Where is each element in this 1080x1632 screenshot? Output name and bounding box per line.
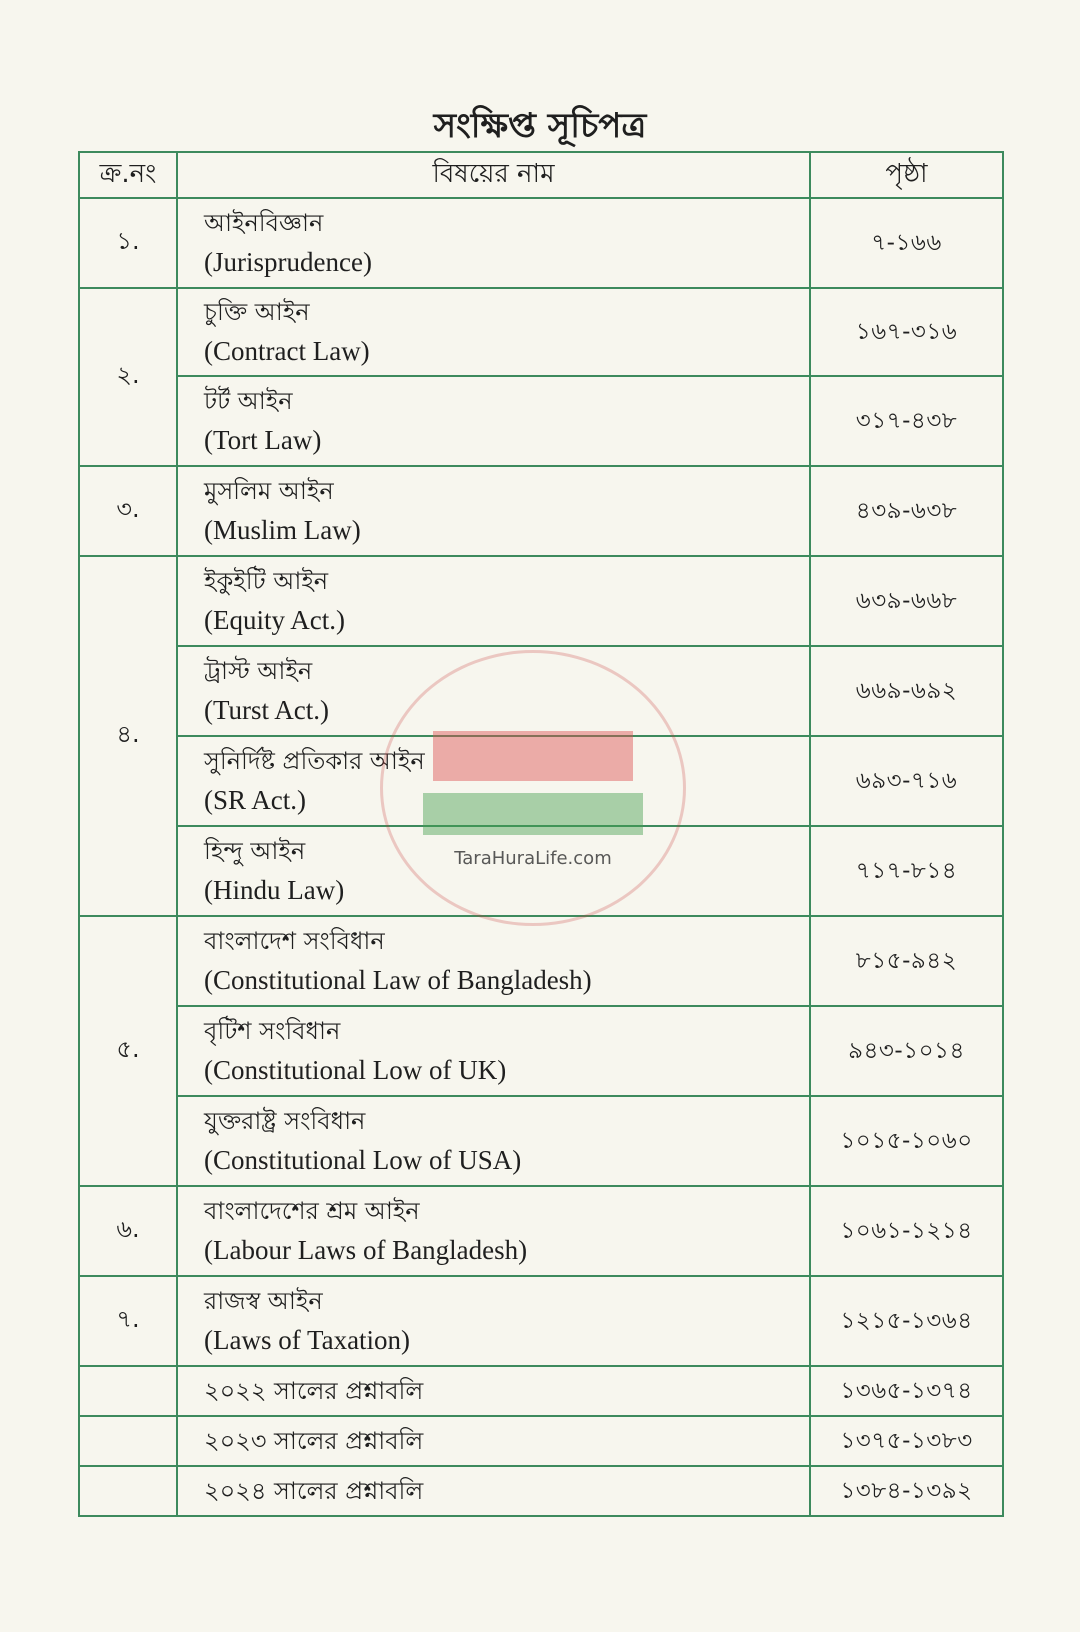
subject-bn: রাজস্ব আইন (204, 1287, 323, 1315)
page-range: ৬৩৯-৬৬৮ (810, 556, 1003, 646)
subject-en: (Labour Laws of Bangladesh) (204, 1235, 528, 1265)
subject-bn: বাংলাদেশ সংবিধান (204, 927, 385, 955)
page-range: ৮১৫-৯৪২ (810, 916, 1003, 1006)
page-range: ৬৬৯-৬৯২ (810, 646, 1003, 736)
subject-cell (177, 466, 810, 556)
subject-cell (177, 826, 810, 916)
table-row (79, 646, 1003, 736)
table-row (79, 466, 1003, 556)
serial-cell: ৬. (79, 1186, 177, 1276)
subject-bn: ইকুইটি আইন (204, 567, 329, 595)
header-subject: বিষয়ের নাম (177, 152, 810, 198)
subject-cell (177, 1276, 810, 1366)
subject-bn: ২০২২ সালের প্রশ্নাবলি (204, 1377, 424, 1405)
subject-bn: হিন্দু আইন (204, 837, 306, 865)
subject-cell (177, 1466, 810, 1516)
serial-cell: ১. (79, 198, 177, 288)
page-range: ১৬৭-৩১৬ (810, 288, 1003, 376)
table-row (79, 736, 1003, 826)
subject-cell (177, 1416, 810, 1466)
page-title: সংক্ষিপ্ত সূচিপত্র (433, 106, 647, 146)
page-range: ৪৩৯-৬৩৮ (810, 466, 1003, 556)
subject-cell (177, 1186, 810, 1276)
subject-bn: যুক্তরাষ্ট্র সংবিধান (204, 1107, 366, 1135)
page-range: ১৩৭৫-১৩৮৩ (810, 1416, 1003, 1466)
subject-cell (177, 646, 810, 736)
page-range: ১০৬১-১২১৪ (810, 1186, 1003, 1276)
subject-bn: ২০২৩ সালের প্রশ্নাবলি (204, 1427, 424, 1455)
subject-en: (Tort Law) (204, 425, 322, 455)
serial-cell: ৭. (79, 1276, 177, 1366)
contents-table (78, 151, 1004, 1517)
table-row (79, 1366, 1003, 1416)
serial-cell (79, 1466, 177, 1516)
table-row (79, 288, 1003, 376)
subject-en: (Constitutional Low of UK) (204, 1055, 507, 1085)
table-row (79, 1186, 1003, 1276)
subject-bn: চুক্তি আইন (204, 298, 310, 326)
subject-en: (Equity Act.) (204, 605, 345, 635)
subject-en: (SR Act.) (204, 785, 307, 815)
subject-en: (Hindu Law) (204, 875, 345, 905)
subject-en: (Constitutional Low of USA) (204, 1145, 522, 1175)
subject-cell (177, 198, 810, 288)
page-range: ১৩৬৫-১৩৭৪ (810, 1366, 1003, 1416)
table-row (79, 198, 1003, 288)
subject-cell (177, 1006, 810, 1096)
serial-cell (79, 1366, 177, 1416)
table-row (79, 1416, 1003, 1466)
table-row (79, 1096, 1003, 1186)
table-row (79, 1276, 1003, 1366)
subject-cell (177, 556, 810, 646)
subject-cell (177, 376, 810, 466)
subject-bn: আইনবিজ্ঞান (204, 209, 324, 237)
table-row (79, 1006, 1003, 1096)
subject-en: (Contract Law) (204, 336, 370, 366)
page-range: ৩১৭-৪৩৮ (810, 376, 1003, 466)
header-page: পৃষ্ঠা (810, 152, 1003, 198)
table-row (79, 376, 1003, 466)
subject-bn: টর্ট আইন (204, 387, 293, 415)
subject-bn: বাংলাদেশের শ্রম আইন (204, 1197, 420, 1225)
serial-cell: ৫. (79, 916, 177, 1186)
page-range: ১০১৫-১০৬০ (810, 1096, 1003, 1186)
subject-cell (177, 1366, 810, 1416)
subject-bn: ট্রাস্ট আইন (204, 657, 313, 685)
subject-bn: সুনির্দিষ্ট প্রতিকার আইন (204, 747, 425, 775)
page-range: ৭১৭-৮১৪ (810, 826, 1003, 916)
watermark-text: TaraHuraLife.com (454, 848, 612, 869)
subject-bn: মুসলিম আইন (204, 477, 334, 505)
subject-bn: বৃটিশ সংবিধান (204, 1017, 341, 1045)
serial-cell: ৩. (79, 466, 177, 556)
serial-cell: ২. (79, 288, 177, 466)
page-range: ১২১৫-১৩৬৪ (810, 1276, 1003, 1366)
page-range: ১৩৮৪-১৩৯২ (810, 1466, 1003, 1516)
page-range: ৯৪৩-১০১৪ (810, 1006, 1003, 1096)
header-row (79, 152, 1003, 198)
serial-cell (79, 1416, 177, 1466)
subject-cell (177, 288, 810, 376)
subject-en: (Jurisprudence) (204, 247, 372, 277)
header-serial: ক্র.নং (79, 152, 177, 198)
subject-cell (177, 1096, 810, 1186)
subject-en: (Turst Act.) (204, 695, 330, 725)
subject-bn: ২০২৪ সালের প্রশ্নাবলি (204, 1477, 424, 1505)
table-row (79, 916, 1003, 1006)
serial-cell: ৪. (79, 556, 177, 916)
page-range: ৭-১৬৬ (810, 198, 1003, 288)
table-row (79, 556, 1003, 646)
subject-en: (Muslim Law) (204, 515, 361, 545)
subject-en: (Laws of Taxation) (204, 1325, 411, 1355)
table-row (79, 1466, 1003, 1516)
subject-en: (Constitutional Law of Bangladesh) (204, 965, 592, 995)
subject-cell (177, 916, 810, 1006)
subject-cell (177, 736, 810, 826)
page-range: ৬৯৩-৭১৬ (810, 736, 1003, 826)
table-row (79, 826, 1003, 916)
